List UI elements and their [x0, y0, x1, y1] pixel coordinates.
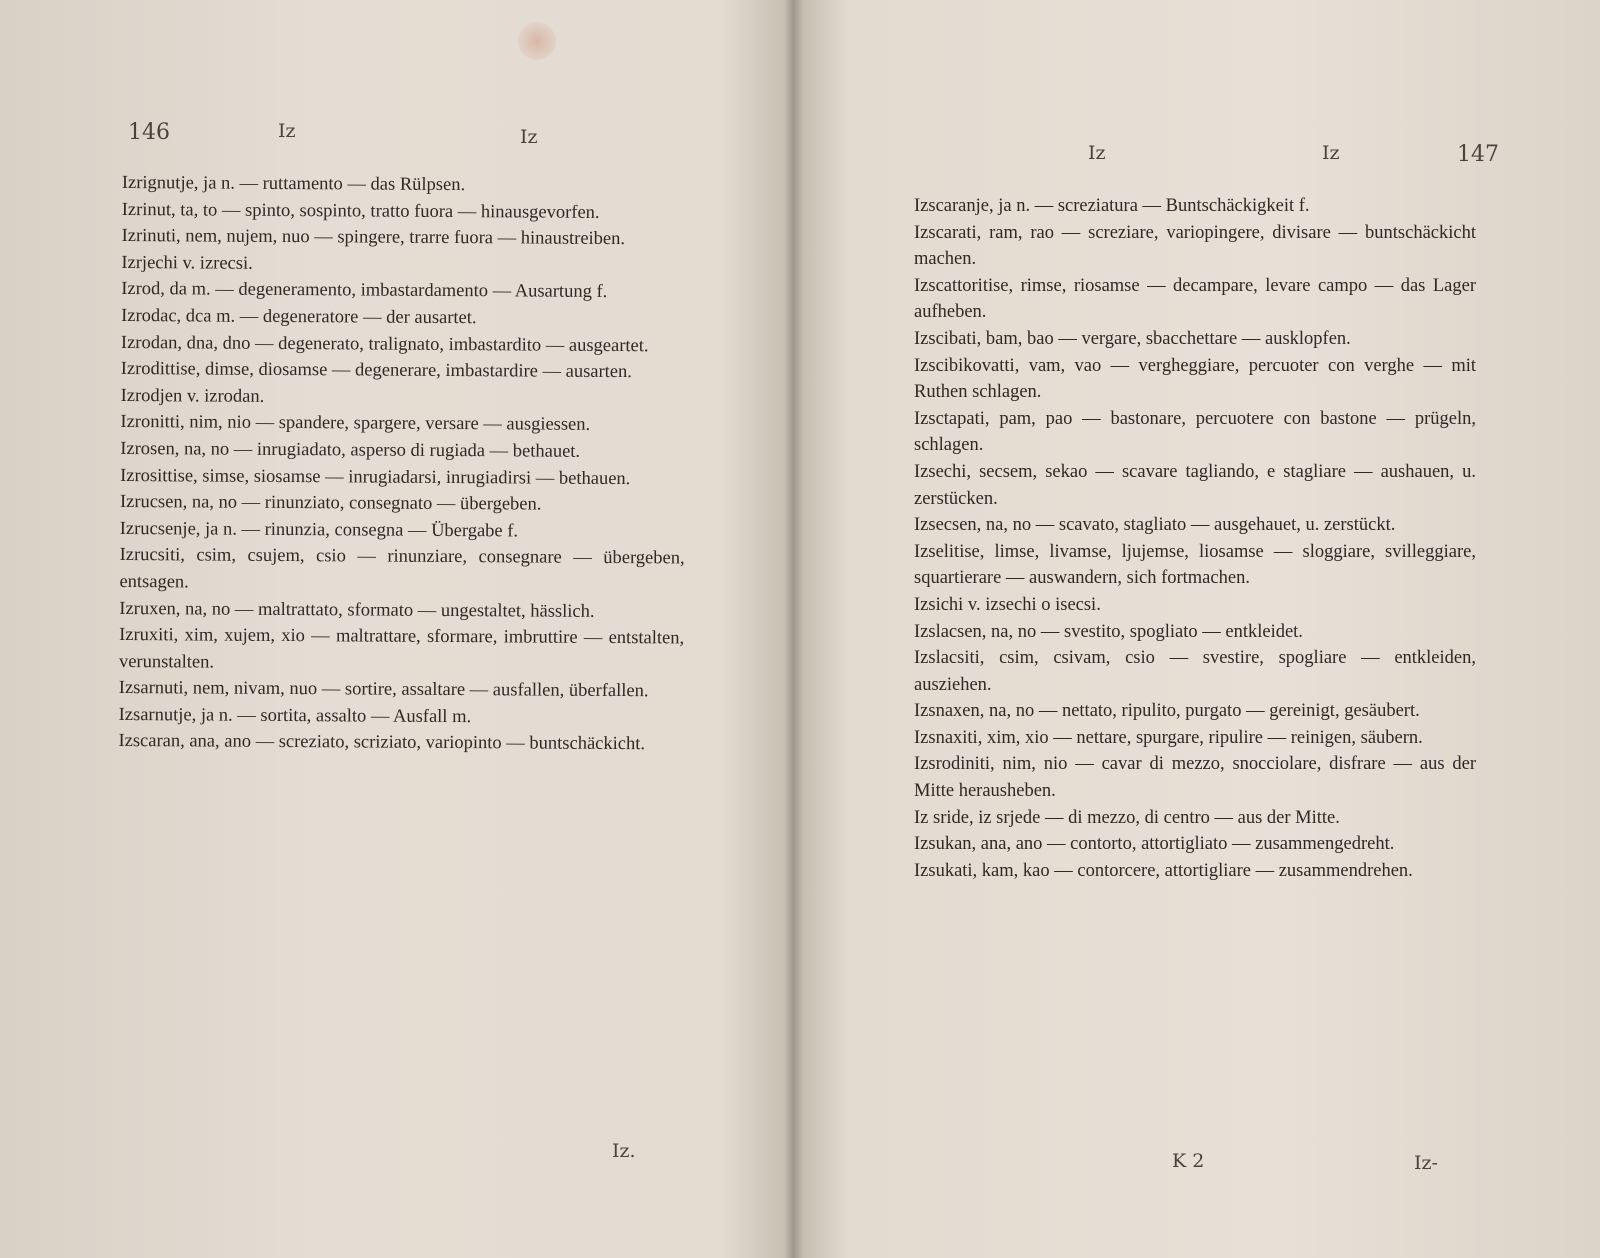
dictionary-entry: Izsnaxiti, xim, xio — nettare, spurgare, ripulire — reinigen, säubern. [914, 727, 1423, 748]
dictionary-entry: Izscaranje, ja n. — screziatura — Buntschäckigkeit f. [914, 196, 1310, 216]
dictionary-entry: Iz sride, iz srjede — di mezzo, di centro — aus der Mitte. [914, 807, 1340, 828]
dictionary-entry: Izrignutje, ja n. — ruttamento — das Rülpsen. [121, 172, 466, 196]
dictionary-entry: Izrodjen v. izrodan. [120, 385, 265, 407]
dictionary-entry: Izrodittise, dimse, diosamse — degenerare, imbastardire — ausarten. [120, 359, 632, 383]
dictionary-entry: Izruxiti, xim, xujem, xio — maltrattare, sformare, imbruttire — entstalten, verunstalten. [118, 625, 685, 673]
dictionary-entry: Izrucsen, na, no — rinunziato, consegnato — übergeben. [119, 492, 542, 515]
dictionary-entry: Izsichi v. izsechi o isecsi. [914, 594, 1101, 615]
dictionary-entry: Izrinuti, nem, nujem, nuo — spingere, trarre fuora — hinaustreiben. [121, 226, 626, 250]
signature-mark: K 2 [1172, 1150, 1205, 1172]
page-number: 146 [128, 120, 170, 145]
dictionary-entries-right [914, 193, 1476, 884]
dictionary-entry: Izsukan, ana, ano — contorto, attortigliato — zusammengedreht. [914, 834, 1395, 855]
dictionary-entry: Izscibati, bam, bao — vergare, sbacchettare — ausklopfen. [914, 328, 1351, 349]
dictionary-entry: Izrjechi v. izrecsi. [121, 252, 253, 274]
dictionary-entry: Izrucsiti, csim, csujem, csio — rinunziare, consegnare — übergeben, entsagen. [119, 545, 685, 593]
dictionary-entry: Izrinut, ta, to — spinto, sospinto, tratto fuora — hinausgevorfen. [121, 199, 600, 223]
dictionary-entry: Izscattoritise, rimse, riosamse — decampare, levare campo — das Lager aufheben. [914, 275, 1476, 323]
dictionary-entry: Izslacsiti, csim, csivam, csio — svestire, spogliare — entkleiden, ausziehen. [914, 648, 1476, 695]
dictionary-entries-left [118, 170, 687, 759]
dictionary-entry: Izscaran, ana, ano — screziato, scriziato, variopinto — buntschäckicht. [118, 731, 646, 755]
right-page [802, 0, 1600, 1258]
dictionary-entry: Izrosen, na, no — inrugiadato, asperso di rugiada — bethauet. [120, 438, 581, 462]
running-head-left: Iz [1088, 142, 1106, 164]
catchword: Iz- [1414, 1152, 1438, 1174]
dictionary-entry: Izrodan, dna, dno — degenerato, tralignato, imbastardito — ausgeartet. [120, 332, 649, 356]
dictionary-entry: Izsechi, secsem, sekao — scavare tagliando, e stagliare — aushauen, u. zerstücken. [914, 461, 1476, 509]
dictionary-entry: Izrodac, dca m. — degeneratore — der ausartet. [121, 305, 477, 329]
page-number: 147 [1457, 142, 1499, 167]
dictionary-entry: Izslacsen, na, no — svestito, spogliato — entkleidet. [914, 621, 1303, 642]
left-page [0, 0, 798, 1258]
running-head-right: Iz [1322, 142, 1340, 164]
dictionary-entry: Izsnaxen, na, no — nettato, ripulito, purgato — gereinigt, gesäubert. [914, 701, 1420, 722]
dictionary-entry: Izruxen, na, no — maltrattato, sformato — ungestaltet, hässlich. [119, 598, 595, 622]
running-head-right: Iz [520, 126, 538, 148]
dictionary-entry: Izsctapati, pam, pao — bastonare, percuotere con bastone — prügeln, schlagen. [914, 408, 1476, 456]
dictionary-entry: Izselitise, limse, livamse, ljujemse, liosamse — sloggiare, svilleggiare, squartierare — auswandern, sich fortmachen. [914, 541, 1476, 589]
dictionary-entry: Izsecsen, na, no — scavato, stagliato — ausgehauet, u. zerstückt. [914, 515, 1396, 536]
dictionary-entry: Izsukati, kam, kao — contorcere, attortigliare — zusammendrehen. [914, 860, 1413, 881]
dictionary-entry: Izrucsenje, ja n. — rinunzia, consegna — Übergabe f. [119, 518, 519, 542]
dictionary-entry: Izscibikovatti, vam, vao — vergheggiare, percuoter con verghe — mit Ruthen schlagen. [914, 355, 1476, 403]
dictionary-entry: Izscarati, ram, rao — screziare, variopingere, divisare — buntschäckicht machen. [914, 222, 1476, 270]
running-head-left: Iz [278, 120, 296, 142]
dictionary-entry: Izsarnuti, nem, nivam, nuo — sortire, assaltare — ausfallen, überfallen. [118, 678, 649, 702]
dictionary-entry: Izrod, da m. — degeneramento, imbastardamento — Ausartung f. [121, 279, 608, 303]
catchword: Iz. [612, 1140, 636, 1162]
dictionary-entry: Izsrodiniti, nim, nio — cavar di mezzo, snocciolare, disfrare — aus der Mitte herausheben. [914, 754, 1476, 802]
dictionary-entry: Izsarnutje, ja n. — sortita, assalto — Ausfall m. [118, 704, 472, 728]
dictionary-entry: Izrosittise, simse, siosamse — inrugiadarsi, inrugiadirsi — bethauen. [120, 465, 631, 489]
dictionary-entry: Izronitti, nim, nio — spandere, spargere, versare — ausgiessen. [120, 412, 591, 436]
